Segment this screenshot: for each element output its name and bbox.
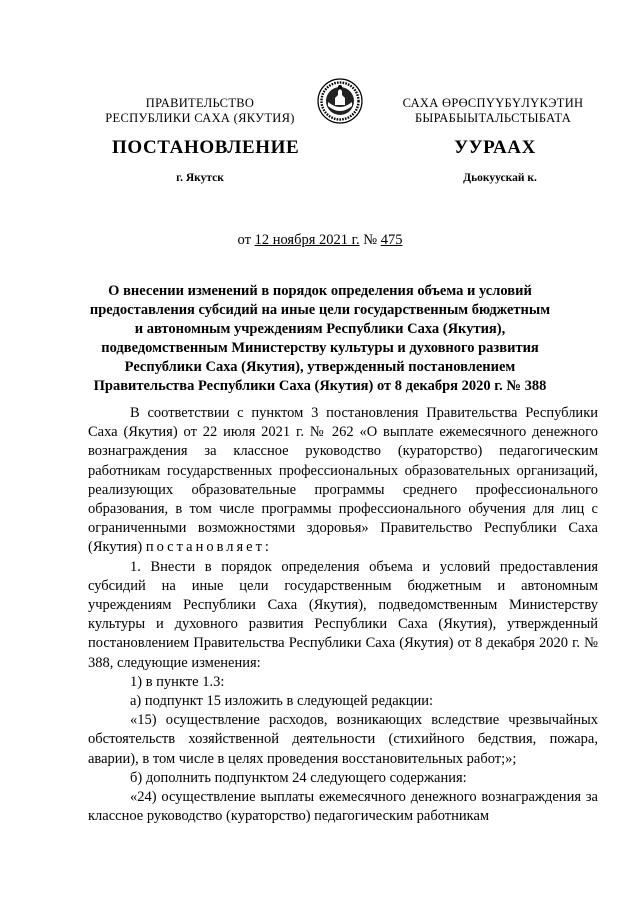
paragraph-1: 1. Внести в порядок определения объема и условий предоставления субсидий на иные цели государственным бюджетным и автономным учреждениям Республики Саха (Якутия), подведомственным Министерству культуры и духовного развития Республики Саха (Якутия), утвержденный постановлением Правительства Республики Саха (Якутия) от 8 декабря 2020 г. № 388, следующие изменения: bbox=[88, 558, 598, 671]
paragraph-6: «24) осуществление выплаты ежемесячного денежного вознаграждения за классное руководство (кураторство) педагогическим работникам bbox=[88, 789, 598, 825]
header-right-authority bbox=[388, 96, 598, 126]
date-line bbox=[200, 232, 440, 249]
paragraph-2: 1) в пункте 1.3: bbox=[130, 673, 225, 690]
title-line: Республики Саха (Якутия), утвержденный постановлением bbox=[124, 359, 516, 375]
header-left-authority bbox=[100, 96, 300, 126]
paragraph-4: «15) осуществление расходов, возникающих вследствие чрезвычайных обстоятельств хозяйственной деятельности (стихийного бедствия, пожара, аварии), в том числе в целях проведения восстановительных работ;»; bbox=[88, 712, 598, 767]
intro-paragraph bbox=[88, 404, 598, 558]
title-line: предоставления субсидий на иные цели государственным бюджетным bbox=[89, 302, 551, 318]
coat-of-arms-icon bbox=[317, 78, 363, 124]
paragraph-5: б) дополнить подпунктом 24 следующего содержания: bbox=[130, 769, 467, 786]
document-body bbox=[88, 404, 598, 826]
header-left-line1: ПРАВИТЕЛЬСТВО bbox=[145, 96, 255, 110]
paragraph-3: а) подпункт 15 изложить в следующей редакции: bbox=[130, 693, 434, 710]
title-line: О внесении изменений в порядок определения объема и условий bbox=[108, 283, 532, 299]
doc-type-russian: ПОСТАНОВЛЕНИЕ bbox=[112, 137, 300, 158]
header-right-line1: САХА ӨРӨСПҮҮБҮЛҮКЭТИН bbox=[402, 96, 584, 110]
title-line: Правительства Республики Саха (Якутия) от 8 декабря 2020 г. № 388 bbox=[93, 378, 547, 394]
document-title bbox=[80, 282, 560, 396]
header-right-line2: БЫРАБЫЫТАЛЬСТЫБАТА bbox=[414, 111, 572, 125]
city-sakha: Дьокуускай к. bbox=[463, 172, 537, 184]
decree-date: 12 ноября 2021 г. bbox=[254, 232, 360, 248]
decree-number: 475 bbox=[380, 232, 403, 248]
city-russian: г. Якутск bbox=[176, 172, 224, 184]
date-prefix: от bbox=[237, 232, 255, 248]
doc-type-sakha: УУРААХ bbox=[454, 137, 536, 158]
title-line: подведомственным Министерству культуры и духовного развития bbox=[101, 340, 539, 356]
intro-text: В соответствии с пунктом 3 постановления Правительства Республики Саха (Якутия) от 22 июля 2021 г. № 262 «О выплате ежемесячного денежного вознаграждения за классное руководство (кураторство) педагогическим работникам государственных профессиональных образовательных организаций, реализующих образовательные программы среднего профессионального образования, в том числе программы профессионального обучения для лиц с ограниченными возможностями здоровья» Правительство Республики Саха (Якутия) bbox=[88, 405, 598, 556]
number-sign: № bbox=[359, 232, 381, 248]
header-left-line2: РЕСПУБЛИКИ САХА (ЯКУТИЯ) bbox=[105, 111, 295, 125]
title-line: и автономным учреждениям Республики Саха (Якутия), bbox=[134, 321, 506, 337]
resolves-word: постановляет: bbox=[145, 539, 272, 556]
